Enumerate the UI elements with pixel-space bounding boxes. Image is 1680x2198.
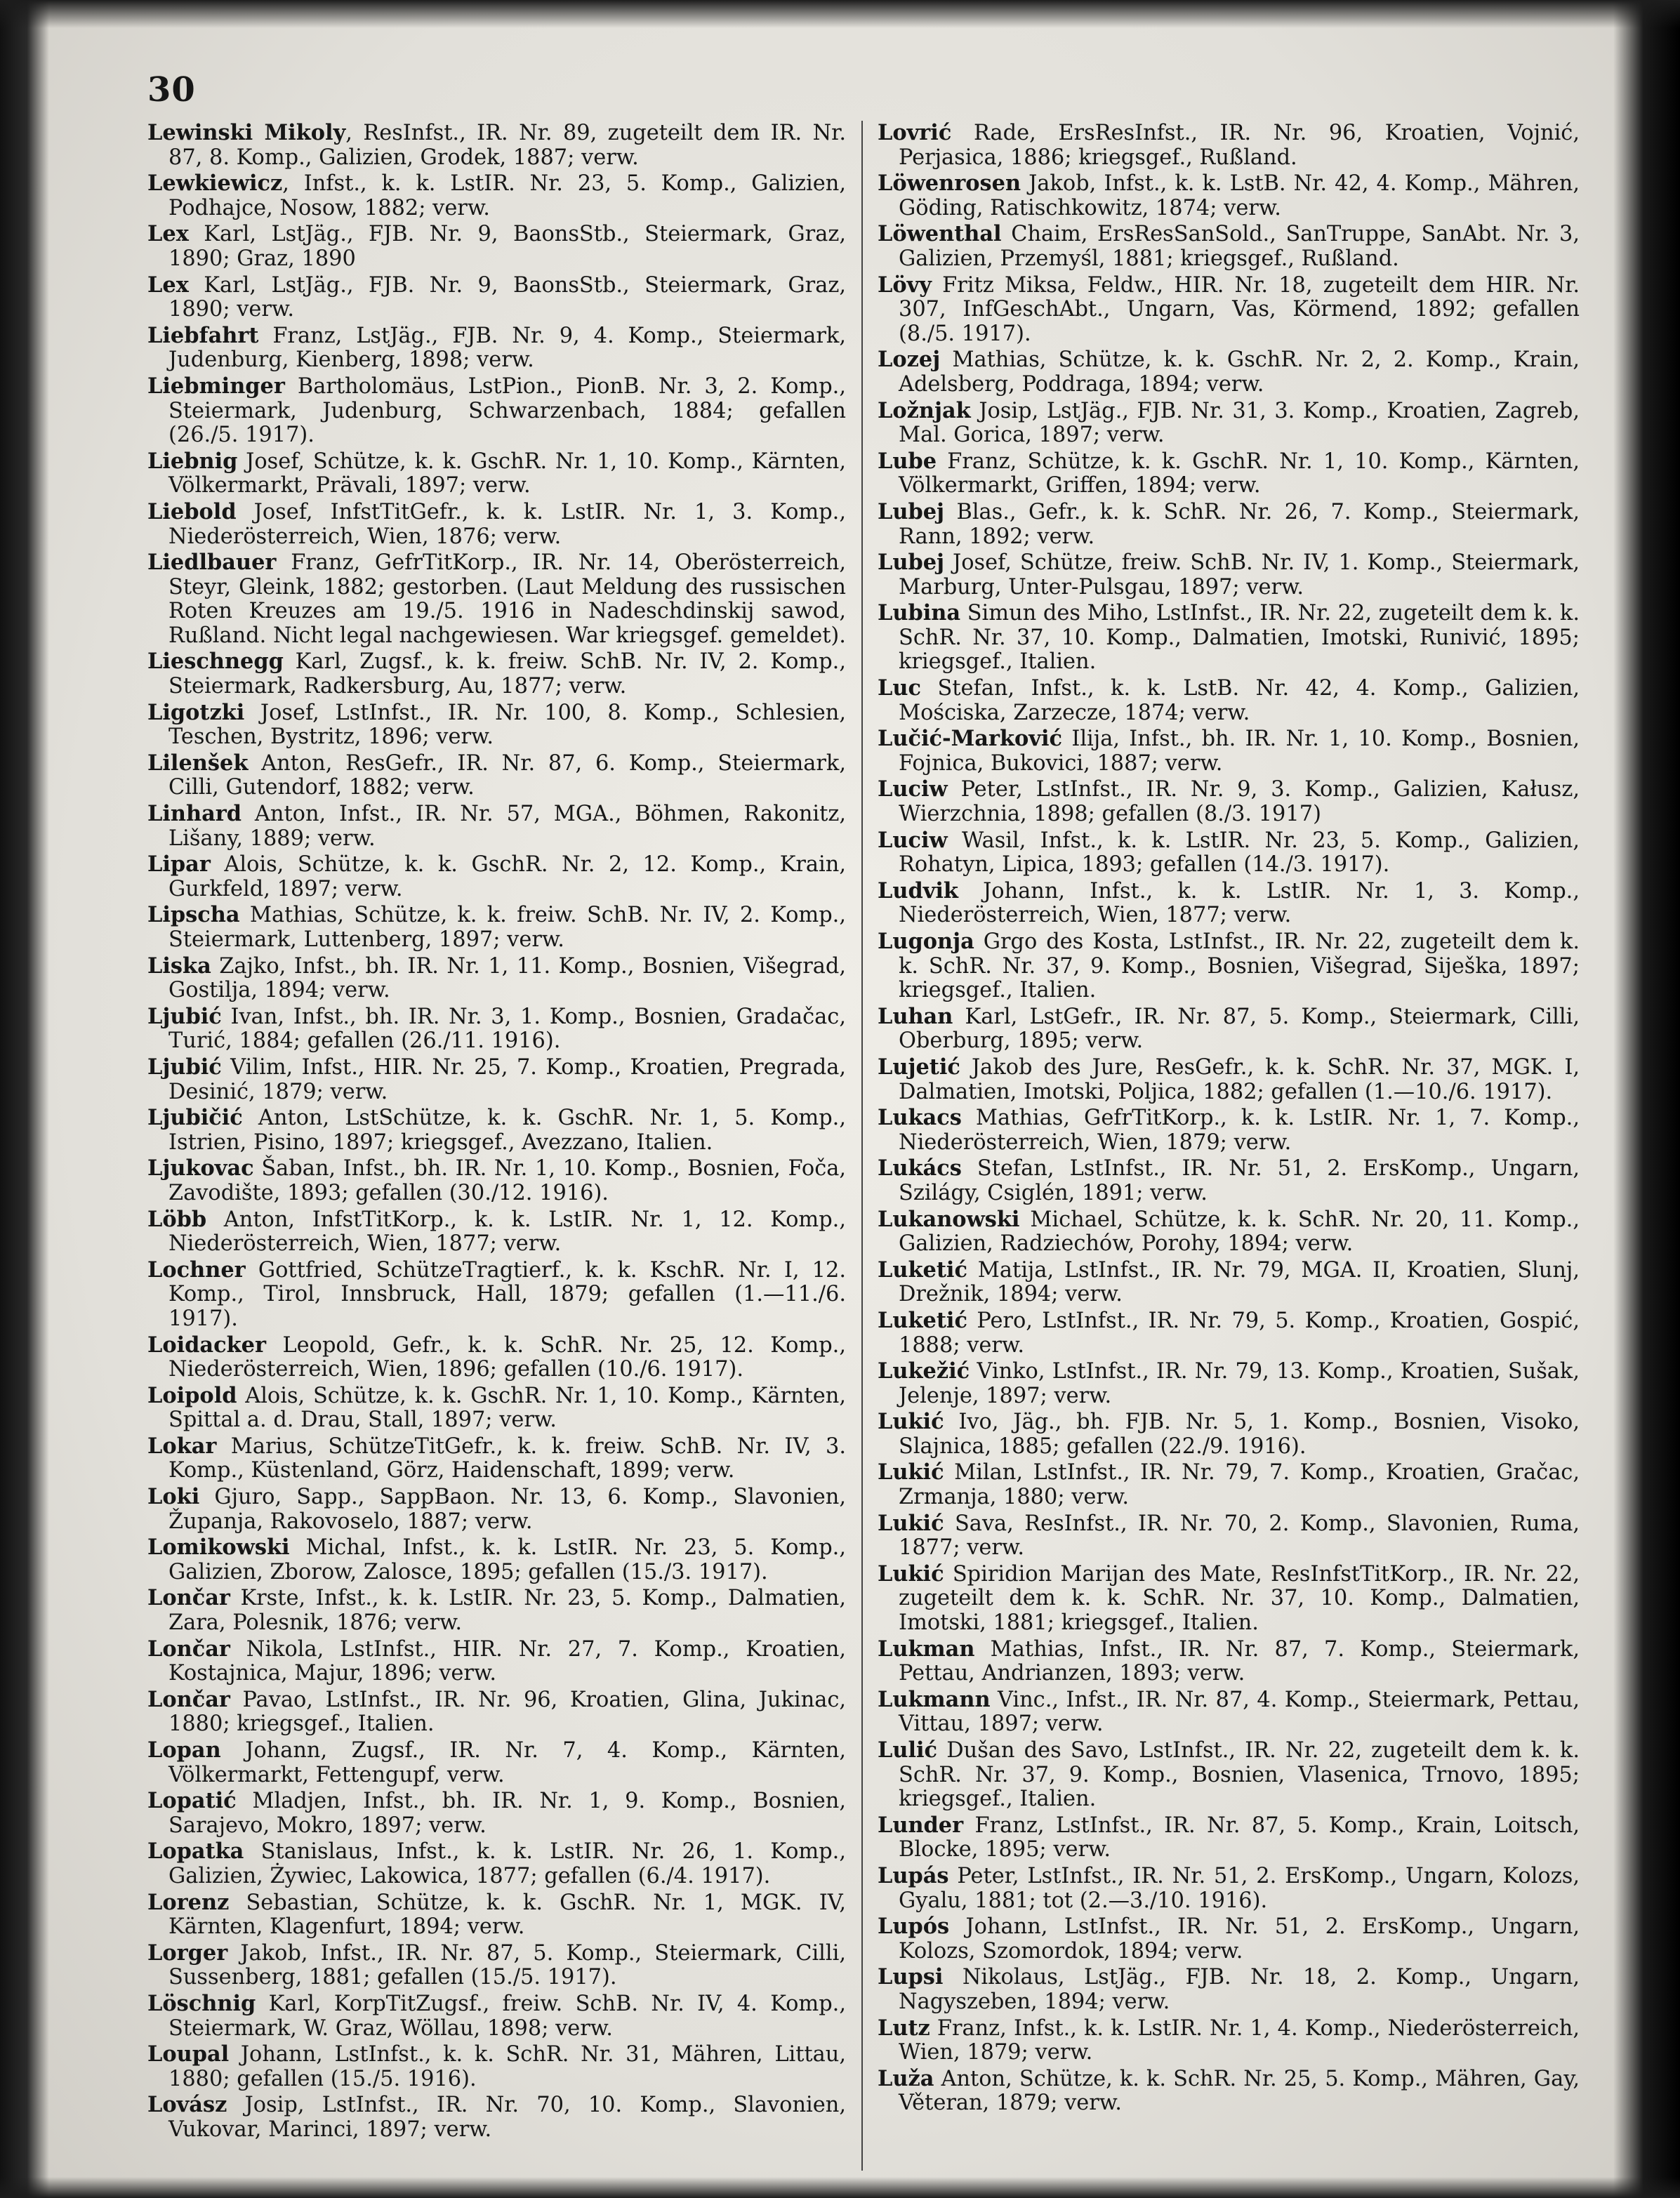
- entry-details: Dušan des Savo, LstInfst., IR. Nr. 22, zugeteilt dem k. k. SchR. Nr. 37, 9. Komp., Bosnien, Vlasenica, Trnovo, 1895; kriegsgef., Italien.: [899, 1738, 1580, 1812]
- entry-surname: Löwenthal: [878, 221, 1002, 247]
- roster-entry: [147, 1789, 846, 1838]
- entry-details: Mathias, GefrTitKorp., k. k. LstIR. Nr. 1, 7. Komp., Niederösterreich, Wien, 1879; verw.: [899, 1106, 1580, 1155]
- roster-entry: [147, 449, 846, 498]
- roster-entry: [878, 171, 1580, 220]
- roster-entry: [878, 347, 1580, 397]
- roster-entry: [878, 1965, 1580, 2014]
- entry-surname: Liebfahrt: [147, 322, 259, 348]
- entry-surname: Lomikowski: [147, 1535, 290, 1561]
- entry-surname: Luhan: [878, 1003, 953, 1029]
- roster-entry: [147, 852, 846, 901]
- entry-details: Peter, LstInfst., IR. Nr. 51, 2. ErsKomp., Ungarn, Kolozs, Gyalu, 1881; tot (2.—3./10. 1916).: [899, 1863, 1580, 1913]
- entry-details: Karl, LstJäg., FJB. Nr. 9, BaonsStb., Steiermark, Graz, 1890; verw.: [168, 272, 846, 322]
- entry-details: , ResInfst., IR. Nr. 89, zugeteilt dem IR. Nr. 87, 8. Komp., Galizien, Grodek, 1887; verw.: [168, 121, 846, 170]
- entry-details: Mathias, Schütze, k. k. freiw. SchB. Nr. IV, 2. Komp., Steiermark, Luttenberg, 1897; verw.: [168, 903, 846, 952]
- scan-edge-left: [0, 0, 49, 2198]
- roster-entry: [878, 879, 1580, 928]
- entry-details: Pavao, LstInfst., IR. Nr. 96, Kroatien, Glina, Jukinac, 1880; kriegsgef., Italien.: [168, 1687, 846, 1737]
- entry-details: Gjuro, Sapp., SappBaon. Nr. 13, 6. Komp., Slavonien, Županja, Rakovoselo, 1887; verw.: [168, 1485, 846, 1534]
- entry-surname: Lupás: [878, 1862, 949, 1888]
- entry-surname: Lukman: [878, 1636, 975, 1662]
- roster-entry: [878, 828, 1580, 878]
- roster-entry: [878, 1460, 1580, 1509]
- roster-entry: [147, 1384, 846, 1433]
- entry-surname: Lukács: [878, 1156, 962, 1181]
- roster-entry: [147, 324, 846, 373]
- roster-entry: [147, 222, 846, 271]
- entry-details: Ivan, Infst., bh. IR. Nr. 3, 1. Komp., Bosnien, Gradačac, Turić, 1884; gefallen (26./11. 1916).: [168, 1004, 846, 1054]
- roster-entry: [878, 1738, 1580, 1812]
- entry-details: Matija, LstInfst., IR. Nr. 79, MGA. II, Kroatien, Slunj, Drežnik, 1894; verw.: [899, 1257, 1580, 1307]
- roster-entry: [878, 1258, 1580, 1307]
- entry-details: Karl, Zugsf., k. k. freiw. SchB. Nr. IV, 2. Komp., Steiermark, Radkersburg, Au, 1877; verw.: [168, 649, 846, 699]
- entry-surname: Lunder: [878, 1812, 964, 1838]
- entry-surname: Lugonja: [878, 929, 974, 954]
- entry-surname: Lukić: [878, 1459, 944, 1485]
- entry-details: Franz, Infst., k. k. LstIR. Nr. 1, 4. Komp., Niederösterreich, Wien, 1879; verw.: [899, 2015, 1580, 2065]
- entry-surname: Lewinski Mikoly: [147, 121, 346, 145]
- entry-details: Karl, LstGefr., IR. Nr. 87, 5. Komp., Steiermark, Cilli, Oberburg, 1895; verw.: [899, 1004, 1580, 1054]
- entry-details: Josef, InfstTitGefr., k. k. LstIR. Nr. 1, 3. Komp., Niederösterreich, Wien, 1876; verw.: [168, 499, 846, 549]
- roster-entry: [878, 676, 1580, 725]
- roster-entry: [147, 2042, 846, 2091]
- roster-entry: [878, 1688, 1580, 1737]
- roster-entry: [147, 1688, 846, 1737]
- roster-entry: [147, 2093, 846, 2142]
- roster-entry: [147, 1586, 846, 1635]
- entry-surname: Lukmann: [878, 1686, 991, 1712]
- entry-details: Mathias, Infst., IR. Nr. 87, 7. Komp., Steiermark, Pettau, Andrianzen, 1893; verw.: [899, 1636, 1580, 1686]
- entry-surname: Lončar: [147, 1585, 230, 1611]
- roster-entry: [147, 1055, 846, 1104]
- entry-surname: Loupal: [147, 2041, 230, 2067]
- entry-details: Peter, LstInfst., IR. Nr. 9, 3. Komp., Galizien, Kałusz, Wierzchnia, 1898; gefallen (8./3. 1917): [899, 777, 1580, 827]
- entry-details: Anton, InfstTitKorp., k. k. LstIR. Nr. 1, 12. Komp., Niederösterreich, Wien, 1877; verw.: [168, 1207, 846, 1257]
- entry-details: Gottfried, SchützeTragtierf., k. k. KschR. Nr. I, 12. Komp., Tirol, Innsbruck, Hall, 1879; gefallen (1.—11./6. 1917).: [168, 1257, 846, 1331]
- entry-surname: Liedlbauer: [147, 550, 277, 576]
- entry-surname: Ložnjak: [878, 397, 971, 423]
- entry-surname: Ljubičić: [147, 1105, 243, 1131]
- entry-details: Alois, Schütze, k. k. GschR. Nr. 2, 12. Komp., Krain, Gurkfeld, 1897; verw.: [168, 852, 846, 901]
- entry-surname: Ljubić: [147, 1003, 222, 1029]
- roster-entry: [878, 1156, 1580, 1205]
- roster-entry: [878, 500, 1580, 549]
- entry-details: Josef, Schütze, k. k. GschR. Nr. 1, 10. Komp., Kärnten, Völkermarkt, Prävali, 1897; verw.: [168, 449, 846, 498]
- entry-surname: Löbb: [147, 1206, 207, 1232]
- entry-details: Pero, LstInfst., IR. Nr. 79, 5. Komp., Kroatien, Gospić, 1888; verw.: [899, 1308, 1580, 1358]
- roster-entry: [147, 1535, 846, 1584]
- entry-details: Anton, ResGefr., IR. Nr. 87, 6. Komp., Steiermark, Cilli, Gutendorf, 1882; verw.: [168, 750, 846, 800]
- entry-details: Stanislaus, Infst., k. k. LstIR. Nr. 26, 1. Komp., Galizien, Żywiec, Lakowica, 1877; gefallen (6./4. 1917).: [168, 1839, 846, 1888]
- entry-details: Josip, LstJäg., FJB. Nr. 31, 3. Komp., Kroatien, Zagreb, Mal. Gorica, 1897; verw.: [899, 398, 1580, 448]
- entry-surname: Lutz: [878, 2015, 930, 2041]
- entry-surname: Löwenrosen: [878, 171, 1021, 197]
- entry-surname: Luciw: [878, 776, 948, 802]
- entry-surname: Lukić: [878, 1409, 944, 1435]
- entry-details: Franz, Schütze, k. k. GschR. Nr. 1, 10. Komp., Kärnten, Völkermarkt, Griffen, 1894; verw.: [899, 449, 1580, 498]
- entry-surname: Lozej: [878, 347, 941, 373]
- entry-surname: Lipscha: [147, 902, 240, 928]
- entry-details: Anton, Schütze, k. k. SchR. Nr. 25, 5. Komp., Mähren, Gay, Věteran, 1879; verw.: [899, 2066, 1580, 2116]
- entry-surname: Ligotzki: [147, 699, 245, 725]
- roster-entry: [878, 1864, 1580, 1913]
- entry-details: Jakob, Infst., k. k. LstB. Nr. 42, 4. Komp., Mähren, Göding, Ratischkowitz, 1874; verw.: [899, 171, 1580, 220]
- entry-surname: Liebminger: [147, 373, 285, 399]
- roster-entry: [878, 1562, 1580, 1636]
- entry-surname: Lubina: [878, 600, 961, 626]
- roster-entry: [147, 1839, 846, 1888]
- entry-details: Grgo des Kosta, LstInfst., IR. Nr. 22, zugeteilt dem k. k. SchR. Nr. 37, 9. Komp., Bosnien, Višegrad, Siješka, 1897; kriegsgef., Italien.: [899, 929, 1580, 1003]
- entry-details: Rade, ErsResInfst., IR. Nr. 96, Kroatien, Vojnić, Perjasica, 1886; kriegsgef., Rußland.: [899, 121, 1580, 170]
- entry-details: Vilim, Infst., HIR. Nr. 25, 7. Komp., Kroatien, Pregrada, Desinić, 1879; verw.: [168, 1054, 846, 1104]
- right-column: [878, 121, 1580, 2188]
- entry-details: Michael, Schütze, k. k. SchR. Nr. 20, 11. Komp., Galizien, Radziechów, Porohy, 1894; verw.: [899, 1207, 1580, 1257]
- entry-surname: Lovrić: [878, 121, 952, 145]
- entry-surname: Ljubić: [147, 1054, 222, 1080]
- roster-entry: [878, 1637, 1580, 1686]
- roster-entry: [878, 777, 1580, 826]
- roster-entry: [147, 1333, 846, 1382]
- entry-details: Franz, LstInfst., IR. Nr. 87, 5. Komp., Krain, Loitsch, Blocke, 1895; verw.: [899, 1813, 1580, 1862]
- entry-details: Jakob des Jure, ResGefr., k. k. SchR. Nr. 37, MGK. I, Dalmatien, Imotski, Poljica, 1882; gefallen (1.—10./6. 1917).: [899, 1054, 1580, 1104]
- roster-entry: [147, 1738, 846, 1787]
- entry-surname: Luketić: [878, 1257, 967, 1283]
- roster-entry: [147, 171, 846, 220]
- entry-surname: Lochner: [147, 1257, 246, 1283]
- entry-surname: Lorger: [147, 1940, 228, 1966]
- roster-entry: [147, 550, 846, 648]
- entry-surname: Lopatka: [147, 1839, 244, 1865]
- roster-entry: [878, 601, 1580, 675]
- roster-entry: [147, 1992, 846, 2041]
- entry-surname: Lukić: [878, 1510, 944, 1536]
- roster-entry: [878, 1359, 1580, 1408]
- roster-entry: [878, 1309, 1580, 1358]
- roster-entry: [147, 1941, 846, 1990]
- entry-surname: Lončar: [147, 1686, 230, 1712]
- entry-surname: Lovász: [147, 2092, 227, 2118]
- entry-details: Stefan, Infst., k. k. LstB. Nr. 42, 4. Komp., Galizien, Mościska, Zarzecze, 1874; verw.: [899, 676, 1580, 725]
- roster-entry: [878, 121, 1580, 170]
- entry-details: Stefan, LstInfst., IR. Nr. 51, 2. ErsKomp., Ungarn, Szilágy, Csiglén, 1891; verw.: [899, 1156, 1580, 1205]
- roster-entry: [878, 273, 1580, 347]
- roster-entry: [147, 1156, 846, 1205]
- entry-surname: Lujetić: [878, 1054, 960, 1080]
- entry-details: Chaim, ErsResSanSold., SanTruppe, SanAbt. Nr. 3, Galizien, Przemyśl, 1881; kriegsgef., Rußland.: [899, 222, 1580, 271]
- roster-entry: [878, 1914, 1580, 1964]
- roster-entry: [878, 727, 1580, 776]
- entry-surname: Löschnig: [147, 1990, 256, 2016]
- entry-surname: Lupós: [878, 1914, 950, 1940]
- entry-surname: Luciw: [878, 827, 948, 853]
- entry-details: Josef, Schütze, freiw. SchB. Nr. IV, 1. Komp., Steiermark, Marburg, Unter-Pulsgau, 1897; verw.: [899, 550, 1580, 600]
- entry-surname: Lorenz: [147, 1889, 230, 1915]
- entry-surname: Lex: [147, 221, 189, 247]
- entry-details: Franz, LstJäg., FJB. Nr. 9, 4. Komp., Steiermark, Judenburg, Kienberg, 1898; verw.: [168, 323, 846, 373]
- roster-entry: [147, 273, 846, 322]
- entry-details: , Infst., k. k. LstIR. Nr. 23, 5. Komp., Galizien, Podhajce, Nosow, 1882; verw.: [168, 171, 846, 220]
- entry-details: Fritz Miksa, Feldw., HIR. Nr. 18, zugeteilt dem HIR. Nr. 307, InfGeschAbt., Ungarn, Vas, Körmend, 1892; gefallen (8./5. 1917).: [899, 272, 1580, 346]
- roster-entry: [147, 500, 846, 549]
- roster-entry: [147, 802, 846, 851]
- entry-surname: Loipold: [147, 1382, 237, 1408]
- entry-surname: Luketić: [878, 1307, 967, 1333]
- entry-surname: Liska: [147, 953, 211, 979]
- entry-surname: Liebold: [147, 498, 237, 524]
- entry-details: Leopold, Gefr., k. k. SchR. Nr. 25, 12. Komp., Niederösterreich, Wien, 1896; gefallen (10./6. 1917).: [168, 1332, 846, 1382]
- entry-surname: Lopatić: [147, 1788, 237, 1814]
- roster-entry: [147, 1005, 846, 1054]
- page-number: 30: [147, 70, 196, 110]
- entry-details: Karl, KorpTitZugsf., freiw. SchB. Nr. IV, 4. Komp., Steiermark, W. Graz, Wöllau, 1898; verw.: [168, 1991, 846, 2041]
- entry-surname: Lieschnegg: [147, 649, 284, 675]
- entry-details: Anton, Infst., IR. Nr. 57, MGA., Böhmen, Rakonitz, Lišany, 1889; verw.: [168, 802, 846, 851]
- entry-details: Karl, LstJäg., FJB. Nr. 9, BaonsStb., Steiermark, Graz, 1890; Graz, 1890: [168, 222, 846, 271]
- roster-entry: [147, 1434, 846, 1483]
- roster-entry: [147, 751, 846, 800]
- scan-edge-right: [1613, 0, 1680, 2198]
- roster-entry: [147, 1485, 846, 1534]
- roster-entry: [878, 222, 1580, 271]
- roster-entry: [878, 1813, 1580, 1862]
- roster-entry: [147, 903, 846, 952]
- entry-details: Šaban, Infst., bh. IR. Nr. 1, 10. Komp., Bosnien, Foča, Zavodište, 1893; gefallen (30./12. 1916).: [168, 1156, 846, 1205]
- roster-entry: [878, 449, 1580, 498]
- entry-details: Krste, Infst., k. k. LstIR. Nr. 23, 5. Komp., Dalmatien, Zara, Polesnik, 1876; verw.: [168, 1586, 846, 1636]
- entry-surname: Loidacker: [147, 1332, 267, 1358]
- entry-details: Mladjen, Infst., bh. IR. Nr. 1, 9. Komp., Bosnien, Sarajevo, Mokro, 1897; verw.: [168, 1789, 846, 1838]
- entry-surname: Luža: [878, 2065, 934, 2091]
- entry-surname: Lövy: [878, 272, 932, 298]
- entry-details: Franz, GefrTitKorp., IR. Nr. 14, Oberösterreich, Steyr, Gleink, 1882; gestorben. (Laut Meldung des russischen Roten Kreuzes am 19./5. 1916 in Nadeschdinskij sawod, Rußland. Nicht legal nachgewiesen. War kriegsgef. gemeldet).: [168, 550, 846, 648]
- entry-surname: Lukanowski: [878, 1206, 1020, 1232]
- roster-entry: [147, 374, 846, 448]
- entry-details: Johann, LstInfst., IR. Nr. 51, 2. ErsKomp., Ungarn, Kolozs, Szomordok, 1894; verw.: [899, 1914, 1580, 1964]
- column-divider: [861, 121, 863, 2171]
- entry-details: Josip, LstInfst., IR. Nr. 70, 10. Komp., Slavonien, Vukovar, Marinci, 1897; verw.: [168, 2093, 846, 2142]
- roster-entry: [147, 701, 846, 750]
- entry-surname: Ljukovac: [147, 1156, 254, 1181]
- roster-entry: [878, 929, 1580, 1003]
- entry-details: Milan, LstInfst., IR. Nr. 79, 7. Komp., Kroatien, Gračac, Zrmanja, 1880; verw.: [899, 1460, 1580, 1510]
- entry-surname: Linhard: [147, 801, 242, 827]
- entry-details: Anton, LstSchütze, k. k. GschR. Nr. 1, 5. Komp., Istrien, Pisino, 1897; kriegsgef., Avezzano, Italien.: [168, 1106, 846, 1155]
- entry-details: Sebastian, Schütze, k. k. GschR. Nr. 1, MGK. IV, Kärnten, Klagenfurt, 1894; verw.: [168, 1890, 846, 1940]
- entry-surname: Lubej: [878, 498, 945, 524]
- roster-entry: [878, 550, 1580, 600]
- entry-surname: Lončar: [147, 1636, 230, 1662]
- entry-details: Vinc., Infst., IR. Nr. 87, 4. Komp., Steiermark, Pettau, Vittau, 1897; verw.: [899, 1687, 1580, 1737]
- roster-entry: [147, 121, 846, 170]
- roster-entry: [147, 1106, 846, 1155]
- entry-details: Nikola, LstInfst., HIR. Nr. 27, 7. Komp., Kroatien, Kostajnica, Majur, 1896; verw.: [168, 1636, 846, 1686]
- entry-details: Michal, Infst., k. k. LstIR. Nr. 23, 5. Komp., Galizien, Zborow, Zalosce, 1895; gefallen (15./3. 1917).: [168, 1535, 846, 1584]
- entry-details: Simun des Miho, LstInfst., IR. Nr. 22, zugeteilt dem k. k. SchR. Nr. 37, 10. Komp., Dalmatien, Imotski, Runivić, 1895; kriegsgef., Italien.: [899, 601, 1580, 675]
- roster-entry: [878, 1207, 1580, 1257]
- entry-details: Johann, Infst., k. k. LstIR. Nr. 1, 3. Komp., Niederösterreich, Wien, 1877; verw.: [899, 878, 1580, 928]
- entry-details: Josef, LstInfst., IR. Nr. 100, 8. Komp., Schlesien, Teschen, Bystritz, 1896; verw.: [168, 700, 846, 750]
- entry-surname: Lopan: [147, 1737, 221, 1763]
- entry-details: Alois, Schütze, k. k. GschR. Nr. 1, 10. Komp., Kärnten, Spittal a. d. Drau, Stall, 1897; verw.: [168, 1383, 846, 1433]
- entry-details: Zajko, Infst., bh. IR. Nr. 1, 11. Komp., Bosnien, Višegrad, Gostilja, 1894; verw.: [168, 953, 846, 1003]
- roster-entry: [147, 649, 846, 699]
- entry-surname: Lokar: [147, 1433, 217, 1459]
- entry-details: Jakob, Infst., IR. Nr. 87, 5. Komp., Steiermark, Cilli, Sussenberg, 1881; gefallen (15./5. 1917).: [168, 1940, 846, 1990]
- entry-surname: Luc: [878, 675, 921, 701]
- roster-entry: [878, 1106, 1580, 1155]
- entry-details: Johann, Zugsf., IR. Nr. 7, 4. Komp., Kärnten, Völkermarkt, Fettengupf, verw.: [168, 1738, 846, 1787]
- entry-surname: Lukežić: [878, 1358, 970, 1384]
- entry-surname: Lukacs: [878, 1105, 962, 1131]
- entry-details: Wasil, Infst., k. k. LstIR. Nr. 23, 5. Komp., Galizien, Rohatyn, Lipica, 1893; gefallen (14./3. 1917).: [899, 828, 1580, 878]
- entry-details: Ilija, Infst., bh. IR. Nr. 1, 10. Komp., Bosnien, Fojnica, Bukovici, 1887; verw.: [899, 727, 1580, 776]
- entry-surname: Lilenšek: [147, 750, 249, 776]
- entry-details: Sava, ResInfst., IR. Nr. 70, 2. Komp., Slavonien, Ruma, 1877; verw.: [899, 1511, 1580, 1561]
- roster-entry: [878, 1055, 1580, 1104]
- entry-surname: Liebnig: [147, 448, 238, 474]
- entry-details: Bartholomäus, LstPion., PionB. Nr. 3, 2. Komp., Steiermark, Judenburg, Schwarzenbach, 1884; gefallen (26./5. 1917).: [168, 373, 846, 448]
- entry-surname: Lube: [878, 448, 937, 474]
- roster-entry: [147, 954, 846, 1003]
- entry-surname: Lučić-Marković: [878, 726, 1063, 752]
- roster-entry: [147, 1637, 846, 1686]
- entry-details: Marius, SchützeTitGefr., k. k. freiw. SchB. Nr. IV, 3. Komp., Küstenland, Görz, Haidenschaft, 1899; verw.: [168, 1434, 846, 1483]
- roster-entry: [878, 1410, 1580, 1459]
- entry-details: Ivo, Jäg., bh. FJB. Nr. 5, 1. Komp., Bosnien, Visoko, Slajnica, 1885; gefallen (22./9. 1916).: [899, 1410, 1580, 1459]
- roster-entry: [878, 399, 1580, 448]
- entry-details: Vinko, LstInfst., IR. Nr. 79, 13. Komp., Kroatien, Sušak, Jelenje, 1897; verw.: [899, 1359, 1580, 1408]
- entry-surname: Lewkiewicz: [147, 171, 283, 197]
- roster-entry: [147, 1207, 846, 1257]
- entry-details: Blas., Gefr., k. k. SchR. Nr. 26, 7. Komp., Steiermark, Rann, 1892; verw.: [899, 499, 1580, 549]
- entry-details: Mathias, Schütze, k. k. GschR. Nr. 2, 2. Komp., Krain, Adelsberg, Poddraga, 1894; verw.: [899, 347, 1580, 397]
- entry-surname: Lubej: [878, 550, 945, 576]
- entry-details: Spiridion Marijan des Mate, ResInfstTitKorp., IR. Nr. 22, zugeteilt dem k. k. SchR. Nr. 37, 10. Komp., Dalmatien, Imotski, 1881; kriegsgef., Italien.: [899, 1561, 1580, 1636]
- left-column: [147, 121, 846, 2188]
- entry-surname: Lipar: [147, 852, 211, 878]
- roster-entry: [147, 1258, 846, 1332]
- roster-entry: [878, 2067, 1580, 2116]
- entry-details: Nikolaus, LstJäg., FJB. Nr. 18, 2. Komp., Ungarn, Nagyszeben, 1894; verw.: [899, 1965, 1580, 2014]
- entry-surname: Lulić: [878, 1737, 938, 1763]
- entry-surname: Lukić: [878, 1561, 944, 1587]
- scan-edge-top: [0, 0, 1680, 28]
- entry-surname: Lupsi: [878, 1964, 944, 1990]
- entry-surname: Loki: [147, 1484, 200, 1510]
- entry-surname: Lex: [147, 272, 189, 298]
- roster-entry: [147, 1891, 846, 1940]
- roster-entry: [878, 1005, 1580, 1054]
- entry-surname: Ludvik: [878, 878, 958, 903]
- roster-entry: [878, 2016, 1580, 2065]
- roster-entry: [878, 1511, 1580, 1561]
- entry-details: Johann, LstInfst., k. k. SchR. Nr. 31, Mähren, Littau, 1880; gefallen (15./5. 1916).: [168, 2042, 846, 2091]
